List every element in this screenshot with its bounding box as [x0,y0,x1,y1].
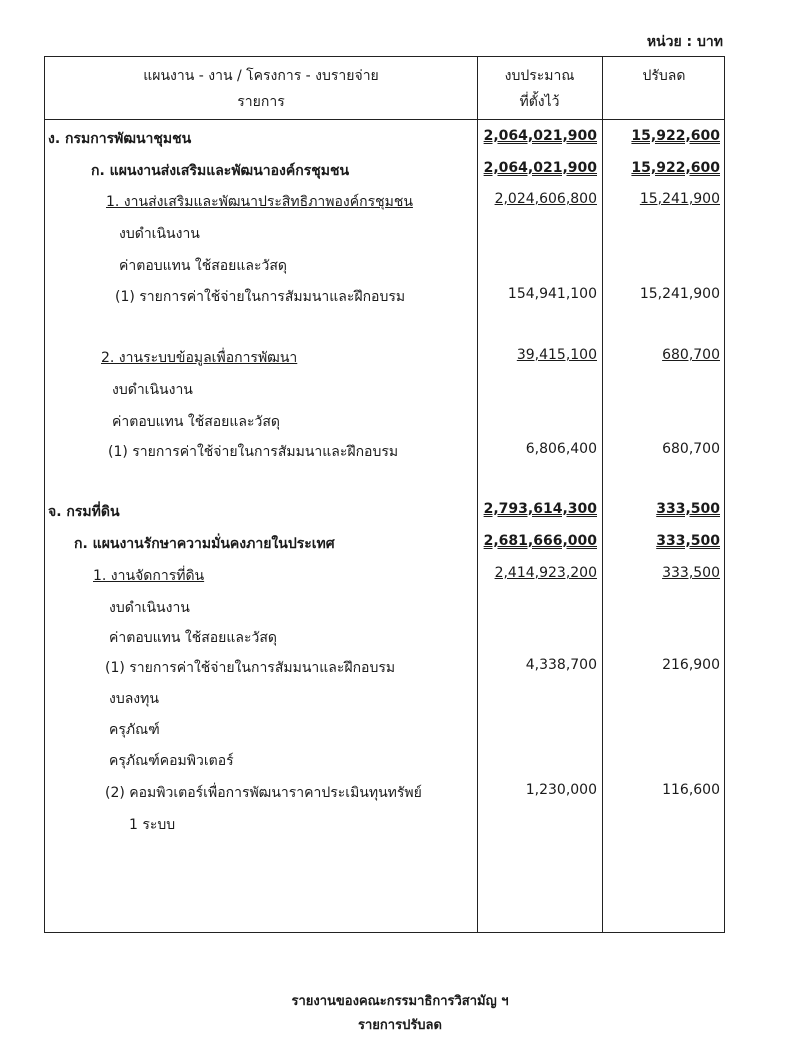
row-budget: 39,415,100 [516,347,597,363]
row-cut: 116,600 [662,782,720,798]
table-row [45,597,724,619]
table-row [45,501,724,523]
row-text: 1 ระบบ [129,817,176,833]
row-text: 2. งานระบบข้อมูลเพื่อการพัฒนา [101,350,298,366]
row-text: จ. กรมที่ดิน [48,504,120,520]
row-cut: 680,700 [662,441,720,457]
row-text: งบดำเนินงาน [119,226,200,242]
row-text: (1) รายการค่าใช้จ่ายในการสัมมนาและฝึกอบรม [115,289,406,305]
header-col1-line2: รายการ [237,94,285,110]
table-row [45,411,724,433]
row-cut: 15,241,900 [639,191,720,207]
row-text: ก. แผนงานส่งเสริมและพัฒนาองค์กรชุมชน [91,163,350,179]
table-row [45,657,724,679]
row-cut: 15,241,900 [639,286,720,302]
table-row [45,688,724,710]
row-budget: 2,793,614,300 [483,501,597,517]
row-cut: 680,700 [662,347,720,363]
row-budget: 2,024,606,800 [494,191,597,207]
row-cut: 333,500 [662,565,720,581]
row-text: ครุภัณฑ์คอมพิวเตอร์ [109,753,234,769]
row-text: (1) รายการค่าใช้จ่ายในการสัมมนาและฝึกอบรม [105,660,396,676]
row-text: งบดำเนินงาน [109,600,190,616]
row-text: (1) รายการค่าใช้จ่ายในการสัมมนาและฝึกอบรม [108,444,399,460]
row-text: ค่าตอบแทน ใช้สอยและวัสดุ [109,630,277,646]
row-text: ค่าตอบแทน ใช้สอยและวัสดุ [112,414,280,430]
row-cut: 216,900 [662,657,720,673]
row-budget: 2,414,923,200 [494,565,597,581]
row-budget: 6,806,400 [525,441,597,457]
table-row [45,286,724,308]
footer-title: รายงานของคณะกรรมาธิการวิสามัญ ฯ [291,994,509,1009]
row-budget: 2,681,666,000 [483,533,597,549]
table-row [45,719,724,741]
table-row [45,441,724,463]
header-col2-line2: ที่ตั้งไว้ [519,94,560,110]
row-text: งบลงทุน [109,691,159,707]
table-row [45,627,724,649]
unit-label: หน่วย : บาท [646,34,723,50]
row-cut: 333,500 [656,533,720,549]
row-text: งบดำเนินงาน [112,382,193,398]
row-cut: 333,500 [656,501,720,517]
table-row [45,533,724,555]
table-row [45,191,724,213]
row-budget: 154,941,100 [507,286,597,302]
row-budget: 2,064,021,900 [483,160,597,176]
table-row [45,223,724,245]
row-text: ค่าตอบแทน ใช้สอยและวัสดุ [119,258,287,274]
footer-subtitle: รายการปรับลด [358,1018,442,1033]
row-budget: 4,338,700 [525,657,597,673]
row-text: ก. แผนงานรักษาความมั่นคงภายในประเทศ [74,536,335,552]
row-text: 1. งานจัดการที่ดิน [93,568,205,584]
header-divider [45,119,724,120]
table-row [45,128,724,150]
budget-table [44,56,725,933]
header-col2-line1: งบประมาณ [504,68,575,84]
table-row [45,379,724,401]
table-row [45,255,724,277]
table-row [45,160,724,182]
row-text: (2) คอมพิวเตอร์เพื่อการพัฒนาราคาประเมินทุนทรัพย์ [105,785,422,801]
row-budget: 1,230,000 [525,782,597,798]
row-budget: 2,064,021,900 [483,128,597,144]
table-row [45,814,724,836]
row-text: ง. กรมการพัฒนาชุมชน [48,131,192,147]
row-text: ครุภัณฑ์ [109,722,160,738]
row-cut: 15,922,600 [631,128,720,144]
row-text: 1. งานส่งเสริมและพัฒนาประสิทธิภาพองค์กรชุมชน [106,194,413,210]
table-row [45,565,724,587]
header-col1-line1: แผนงาน - งาน / โครงการ - งบรายจ่าย [143,68,379,84]
table-row [45,347,724,369]
row-cut: 15,922,600 [631,160,720,176]
table-row [45,782,724,804]
table-row [45,750,724,772]
header-col3: ปรับลด [642,68,686,84]
